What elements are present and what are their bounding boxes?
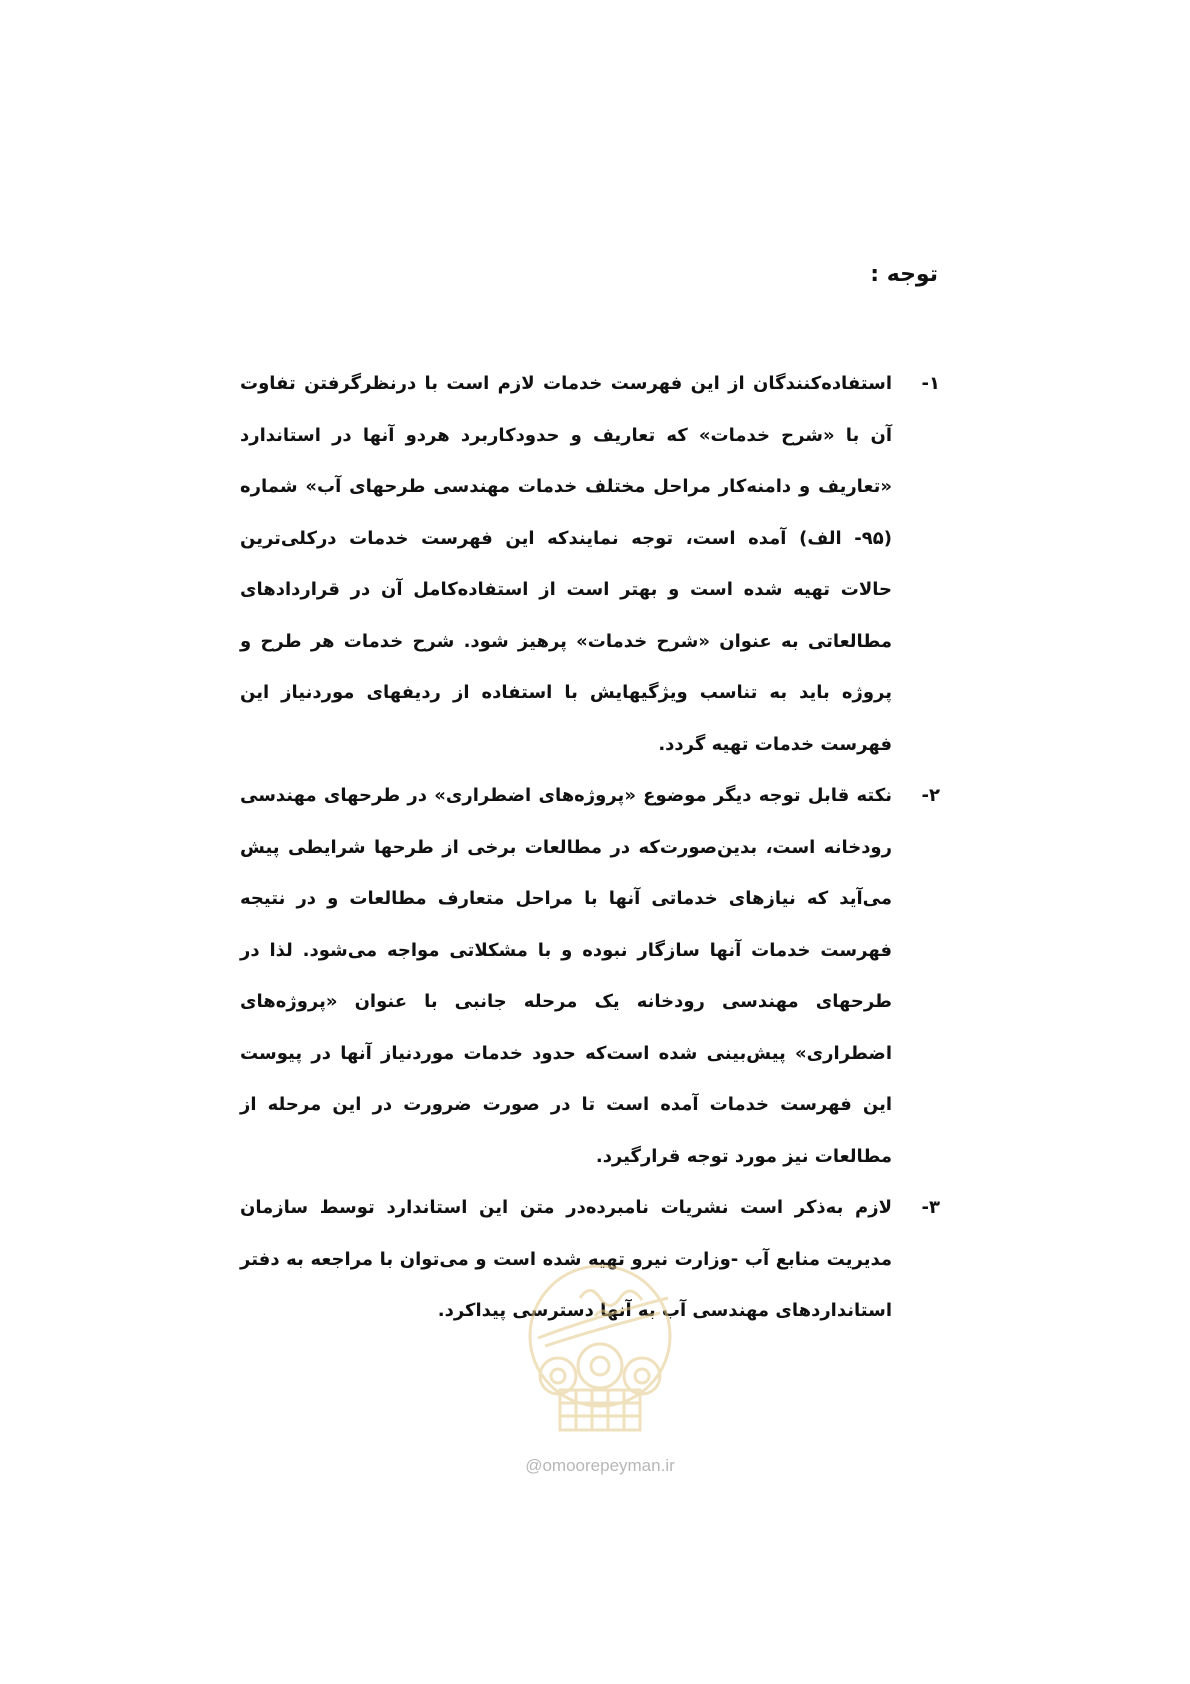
watermark-logo — [500, 1258, 700, 1438]
note-number: ۱- — [921, 373, 940, 394]
note-item — [240, 358, 940, 770]
note-text: لازم به‌ذکر است نشریات نامبرده‌در متن این استاندارد توسط سازمان مدیریت منابع آب -وزارت نیرو تهیه شده است و می‌توان با مراجعه به دفتر استانداردهای مهندسی آب به آنها دسترسی پیداکرد. — [240, 1197, 892, 1321]
note-number: ۲- — [921, 785, 940, 806]
page-heading: توجه : — [870, 262, 938, 287]
note-text: استفاده‌کنندگان از این فهرست خدمات لازم است با درنظرگرفتن تفاوت آن با «شرح خدمات» که تعاریف و حدودکاربرد هردو آنها در استاندارد «تعاریف و دامنه‌کار مراحل مختلف خدمات مهندسی طرحهای آب» شماره (۹۵- الف) آمده است، توجه نمایندکه این فهرست خدمات درکلی‌ترین حالات تهیه شده است و بهتر است از استفاده‌کامل آن در قراردادهای مطالعاتی به عنوان «شرح خدمات» پرهیز شود. شرح خدمات هر طرح و پروژه باید به تناسب ویژگیهایش با استفاده از ردیفهای موردنیاز این فهرست خدمات تهیه گردد. — [240, 373, 892, 755]
watermark-url: @omoorepeyman.ir — [525, 1456, 675, 1475]
note-text: نکته قابل توجه دیگر موضوع «پروژه‌های اضطراری» در طرحهای مهندسی رودخانه است، بدین‌صورت‌که در مطالعات برخی از طرحها شرایطی پیش می‌آید که نیازهای خدماتی آنها با مراحل متعارف مطالعات و در نتیجه فهرست خدمات آنها سازگار نبوده و با مشکلاتی مواجه می‌شود. لذا در طرحهای مهندسی رودخانه یک مرحله جانبی با عنوان «پروژه‌های اضطراری» پیش‌بینی شده است‌که حدود خدمات موردنیاز آنها در پیوست این فهرست خدمات آمده است تا در صورت ضرورت در این مرحله از مطالعات نیز مورد توجه قرارگیرد. — [240, 785, 892, 1167]
note-number: ۳- — [921, 1197, 940, 1218]
note-item — [240, 770, 940, 1182]
notes-list — [240, 358, 940, 1337]
